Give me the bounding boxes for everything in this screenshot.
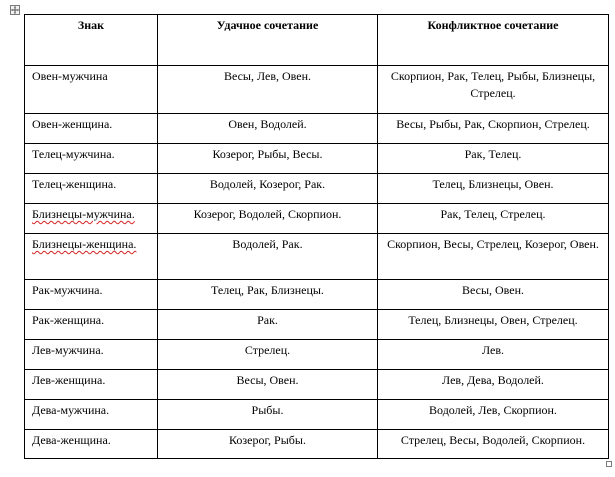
sign-label: Близнецы-женщина. [32, 237, 137, 251]
sign-cell[interactable]: Дева-женщина. [25, 430, 158, 459]
good-match-cell[interactable]: Весы, Овен. [158, 370, 378, 400]
table-resize-handle-icon[interactable] [606, 461, 612, 467]
table-row [25, 340, 609, 370]
conflict-match-cell[interactable]: Лев. [378, 340, 609, 370]
table-row [25, 370, 609, 400]
conflict-match-cell[interactable]: Весы, Рыбы, Рак, Скорпион, Стрелец. [378, 114, 609, 144]
table-row [25, 174, 609, 204]
table-move-handle-icon[interactable] [10, 5, 20, 15]
good-match-cell[interactable]: Весы, Лев, Овен. [158, 66, 378, 114]
conflict-match-cell[interactable]: Рак, Телец. [378, 144, 609, 174]
table-row [25, 280, 609, 310]
zodiac-compatibility-table [24, 14, 609, 459]
conflict-match-cell[interactable]: Телец, Близнецы, Овен, Стрелец. [378, 310, 609, 340]
conflict-match-cell[interactable]: Рак, Телец, Стрелец. [378, 204, 609, 234]
sign-cell[interactable]: Лев-женщина. [25, 370, 158, 400]
header-conflict-match: Конфликтное сочетание [378, 15, 609, 66]
sign-cell[interactable]: Овен-женщина. [25, 114, 158, 144]
sign-cell[interactable]: Телец-мужчина. [25, 144, 158, 174]
sign-cell[interactable]: Лев-мужчина. [25, 340, 158, 370]
table-row [25, 234, 609, 280]
header-sign: Знак [25, 15, 158, 66]
good-match-cell[interactable]: Рыбы. [158, 400, 378, 430]
table-row [25, 400, 609, 430]
sign-cell[interactable]: Телец-женщина. [25, 174, 158, 204]
table-row [25, 430, 609, 459]
good-match-cell[interactable]: Рак. [158, 310, 378, 340]
header-good-match: Удачное сочетание [158, 15, 378, 66]
conflict-match-cell[interactable]: Водолей, Лев, Скорпион. [378, 400, 609, 430]
good-match-cell[interactable]: Стрелец. [158, 340, 378, 370]
conflict-match-cell[interactable]: Весы, Овен. [378, 280, 609, 310]
sign-cell[interactable] [25, 234, 158, 280]
table-row [25, 310, 609, 340]
conflict-match-cell[interactable]: Скорпион, Весы, Стрелец, Козерог, Овен. [378, 234, 609, 280]
sign-cell[interactable]: Овен-мужчина [25, 66, 158, 114]
good-match-cell[interactable]: Козерог, Водолей, Скорпион. [158, 204, 378, 234]
table-row [25, 66, 609, 114]
good-match-cell[interactable]: Козерог, Рыбы. [158, 430, 378, 459]
sign-cell[interactable]: Дева-мужчина. [25, 400, 158, 430]
good-match-cell[interactable]: Козерог, Рыбы, Весы. [158, 144, 378, 174]
conflict-match-cell[interactable]: Стрелец, Весы, Водолей, Скорпион. [378, 430, 609, 459]
conflict-match-cell[interactable]: Телец, Близнецы, Овен. [378, 174, 609, 204]
good-match-cell[interactable]: Овен, Водолей. [158, 114, 378, 144]
good-match-cell[interactable]: Водолей, Рак. [158, 234, 378, 280]
sign-cell[interactable] [25, 204, 158, 234]
table-row [25, 114, 609, 144]
sign-label: Близнецы-мужчина. [32, 207, 135, 221]
table-row [25, 144, 609, 174]
conflict-match-cell[interactable]: Лев, Дева, Водолей. [378, 370, 609, 400]
conflict-match-cell[interactable]: Скорпион, Рак, Телец, Рыбы, Близнецы, Стрелец. [378, 66, 609, 114]
table-header-row [25, 15, 609, 66]
sign-cell[interactable]: Рак-женщина. [25, 310, 158, 340]
table-row [25, 204, 609, 234]
sign-cell[interactable]: Рак-мужчина. [25, 280, 158, 310]
good-match-cell[interactable]: Телец, Рак, Близнецы. [158, 280, 378, 310]
good-match-cell[interactable]: Водолей, Козерог, Рак. [158, 174, 378, 204]
